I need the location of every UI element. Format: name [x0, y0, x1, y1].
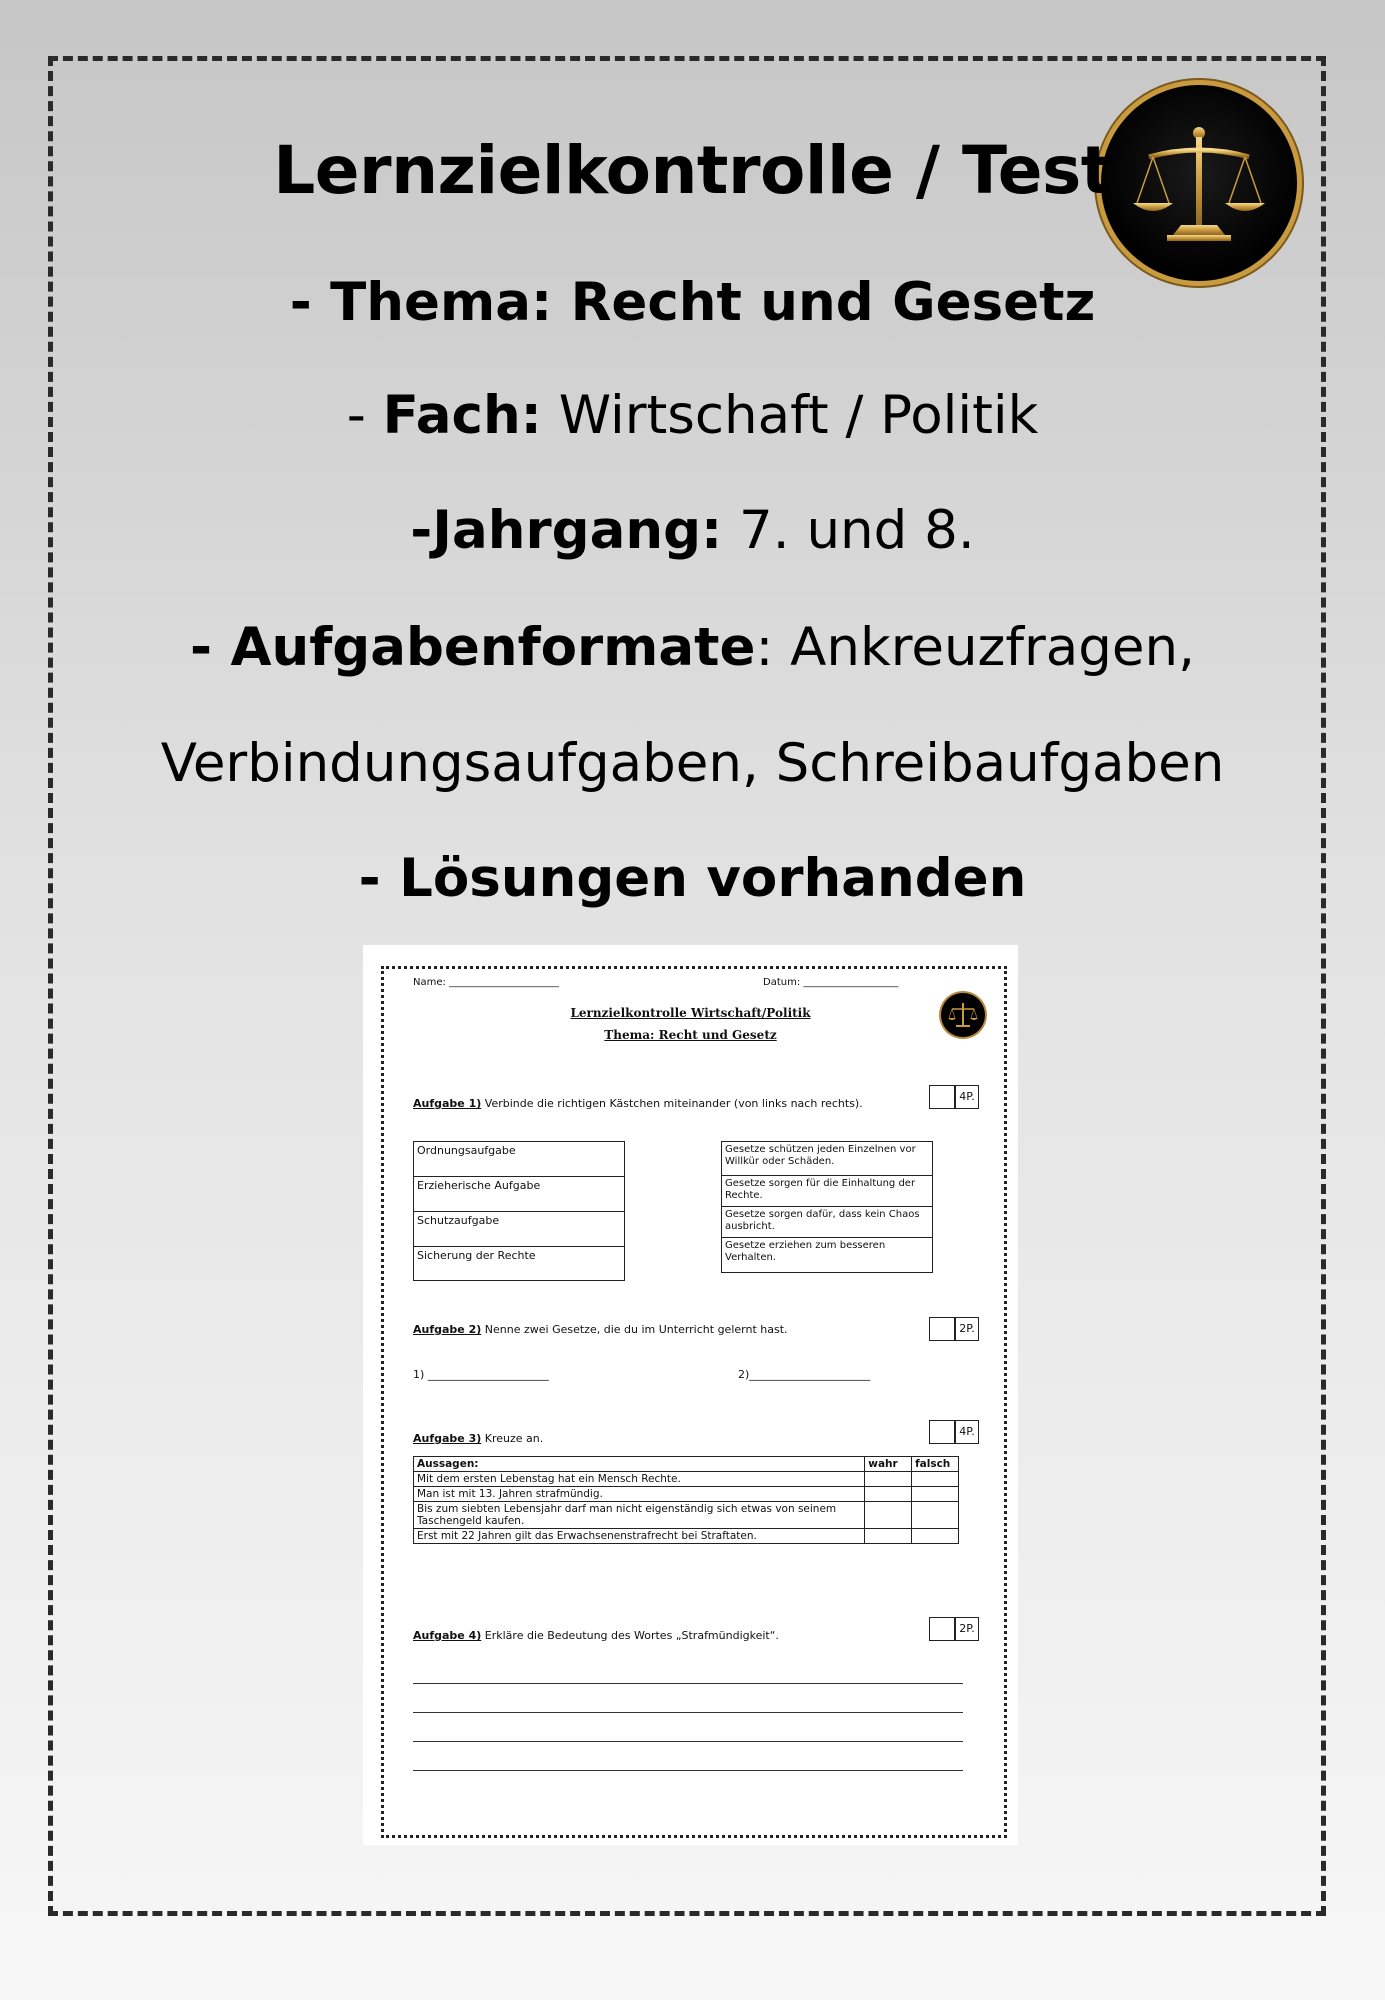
task3-points-box — [929, 1420, 979, 1444]
worksheet-subtitle: Thema: Recht und Gesetz — [604, 1028, 777, 1042]
task2-answer-2[interactable]: 2)______________________ — [738, 1368, 871, 1381]
grade-value: 7. und 8. — [722, 500, 975, 561]
points-label: 2P. — [955, 1617, 979, 1641]
task1-left-item[interactable]: Schutzaufgabe — [414, 1212, 624, 1247]
points-label: 4P. — [955, 1085, 979, 1109]
true-checkbox[interactable] — [865, 1502, 912, 1529]
false-checkbox[interactable] — [912, 1502, 959, 1529]
points-label: 4P. — [955, 1420, 979, 1444]
task4-points-box — [929, 1617, 979, 1641]
task4-text: Erkläre die Bedeutung des Wortes „Strafmündigkeit“. — [481, 1629, 779, 1642]
task2-answer-1[interactable]: 1) ______________________ — [413, 1368, 549, 1381]
points-input-box[interactable] — [929, 1085, 955, 1109]
header-false: falsch — [912, 1457, 959, 1472]
table-row — [414, 1472, 959, 1487]
task1-right-item[interactable]: Gesetze sorgen für die Einhaltung der Rechte. — [722, 1176, 932, 1207]
subject-label: Fach: — [382, 385, 542, 446]
name-field: Name: ______________________ — [413, 977, 560, 988]
task3-label: Aufgabe 3) — [413, 1432, 482, 1445]
task4-prompt — [413, 1629, 779, 1642]
task1-label: Aufgabe 1) — [413, 1097, 482, 1110]
task1-right-item[interactable]: Gesetze schützen jeden Einzelnen vor Willkür oder Schäden. — [722, 1142, 932, 1176]
topic-line — [0, 272, 1385, 333]
true-checkbox[interactable] — [865, 1529, 912, 1544]
answer-line[interactable] — [413, 1741, 963, 1742]
task1-points-box — [929, 1085, 979, 1109]
table-header-row — [414, 1457, 959, 1472]
subject-value: Wirtschaft / Politik — [541, 385, 1039, 446]
task1-text: Verbinde die richtigen Kästchen miteinander (von links nach rechts). — [481, 1097, 863, 1110]
statement-cell: Mit dem ersten Lebenstag hat ein Mensch Rechte. — [414, 1472, 865, 1487]
task3-text: Kreuze an. — [481, 1432, 544, 1445]
subject-line — [0, 385, 1385, 446]
grade-label: -Jahrgang: — [410, 500, 723, 561]
answer-line[interactable] — [413, 1683, 963, 1684]
table-row — [414, 1502, 959, 1529]
true-checkbox[interactable] — [865, 1472, 912, 1487]
task4-label: Aufgabe 4) — [413, 1629, 482, 1642]
header-true: wahr — [865, 1457, 912, 1472]
table-row — [414, 1529, 959, 1544]
task1-prompt — [413, 1097, 863, 1110]
task1-left-boxes — [413, 1141, 625, 1281]
table-row — [414, 1487, 959, 1502]
formats-label: Aufgabenformate — [230, 617, 756, 678]
task2-points-box — [929, 1317, 979, 1341]
points-input-box[interactable] — [929, 1420, 955, 1444]
task1-left-item[interactable]: Ordnungsaufgabe — [414, 1142, 624, 1177]
answer-line[interactable] — [413, 1712, 963, 1713]
formats-value: : Ankreuzfragen, — [755, 617, 1195, 678]
worksheet-preview — [363, 945, 1018, 1845]
task1-left-item[interactable]: Sicherung der Rechte — [417, 1249, 536, 1262]
task1-right-boxes — [721, 1141, 933, 1273]
page-title: Lernzielkontrolle / Test — [273, 132, 1112, 209]
points-input-box[interactable] — [929, 1617, 955, 1641]
task2-prompt — [413, 1323, 788, 1336]
task3-prompt — [413, 1432, 543, 1445]
topic-text: - Thema: Recht und Gesetz — [289, 272, 1096, 333]
statement-cell: Erst mit 22 Jahren gilt das Erwachsenenstrafrecht bei Straftaten. — [414, 1529, 865, 1544]
task1-right-item[interactable]: Gesetze sorgen dafür, dass kein Chaos ausbricht. — [722, 1207, 932, 1238]
header-statements: Aussagen: — [414, 1457, 865, 1472]
formats-prefix: - — [190, 617, 231, 678]
formats-line — [0, 617, 1385, 678]
statement-cell: Bis zum siebten Lebensjahr darf man nicht eigenständig sich etwas von seinem Taschengeld kaufen. — [414, 1502, 865, 1529]
date-field: Datum: ___________________ — [763, 977, 899, 988]
points-input-box[interactable] — [929, 1317, 955, 1341]
points-label: 2P. — [955, 1317, 979, 1341]
true-checkbox[interactable] — [865, 1487, 912, 1502]
false-checkbox[interactable] — [912, 1529, 959, 1544]
subject-prefix: - — [346, 385, 383, 446]
task1-left-item[interactable]: Erzieherische Aufgabe — [414, 1177, 624, 1212]
worksheet-title: Lernzielkontrolle Wirtschaft/Politik — [570, 1006, 811, 1020]
answer-line[interactable] — [413, 1770, 963, 1771]
statement-cell: Man ist mit 13. Jahren strafmündig. — [414, 1487, 865, 1502]
grade-line — [0, 500, 1385, 561]
task2-label: Aufgabe 2) — [413, 1323, 482, 1336]
formats-line-2: Verbindungsaufgaben, Schreibaufgaben — [160, 733, 1225, 794]
true-false-table — [413, 1456, 959, 1544]
false-checkbox[interactable] — [912, 1472, 959, 1487]
task2-text: Nenne zwei Gesetze, die du im Unterricht gelernt hast. — [481, 1323, 788, 1336]
false-checkbox[interactable] — [912, 1487, 959, 1502]
task1-right-item[interactable]: Gesetze erziehen zum besseren Verhalten. — [725, 1240, 886, 1263]
solutions-line: - Lösungen vorhanden — [358, 848, 1027, 909]
